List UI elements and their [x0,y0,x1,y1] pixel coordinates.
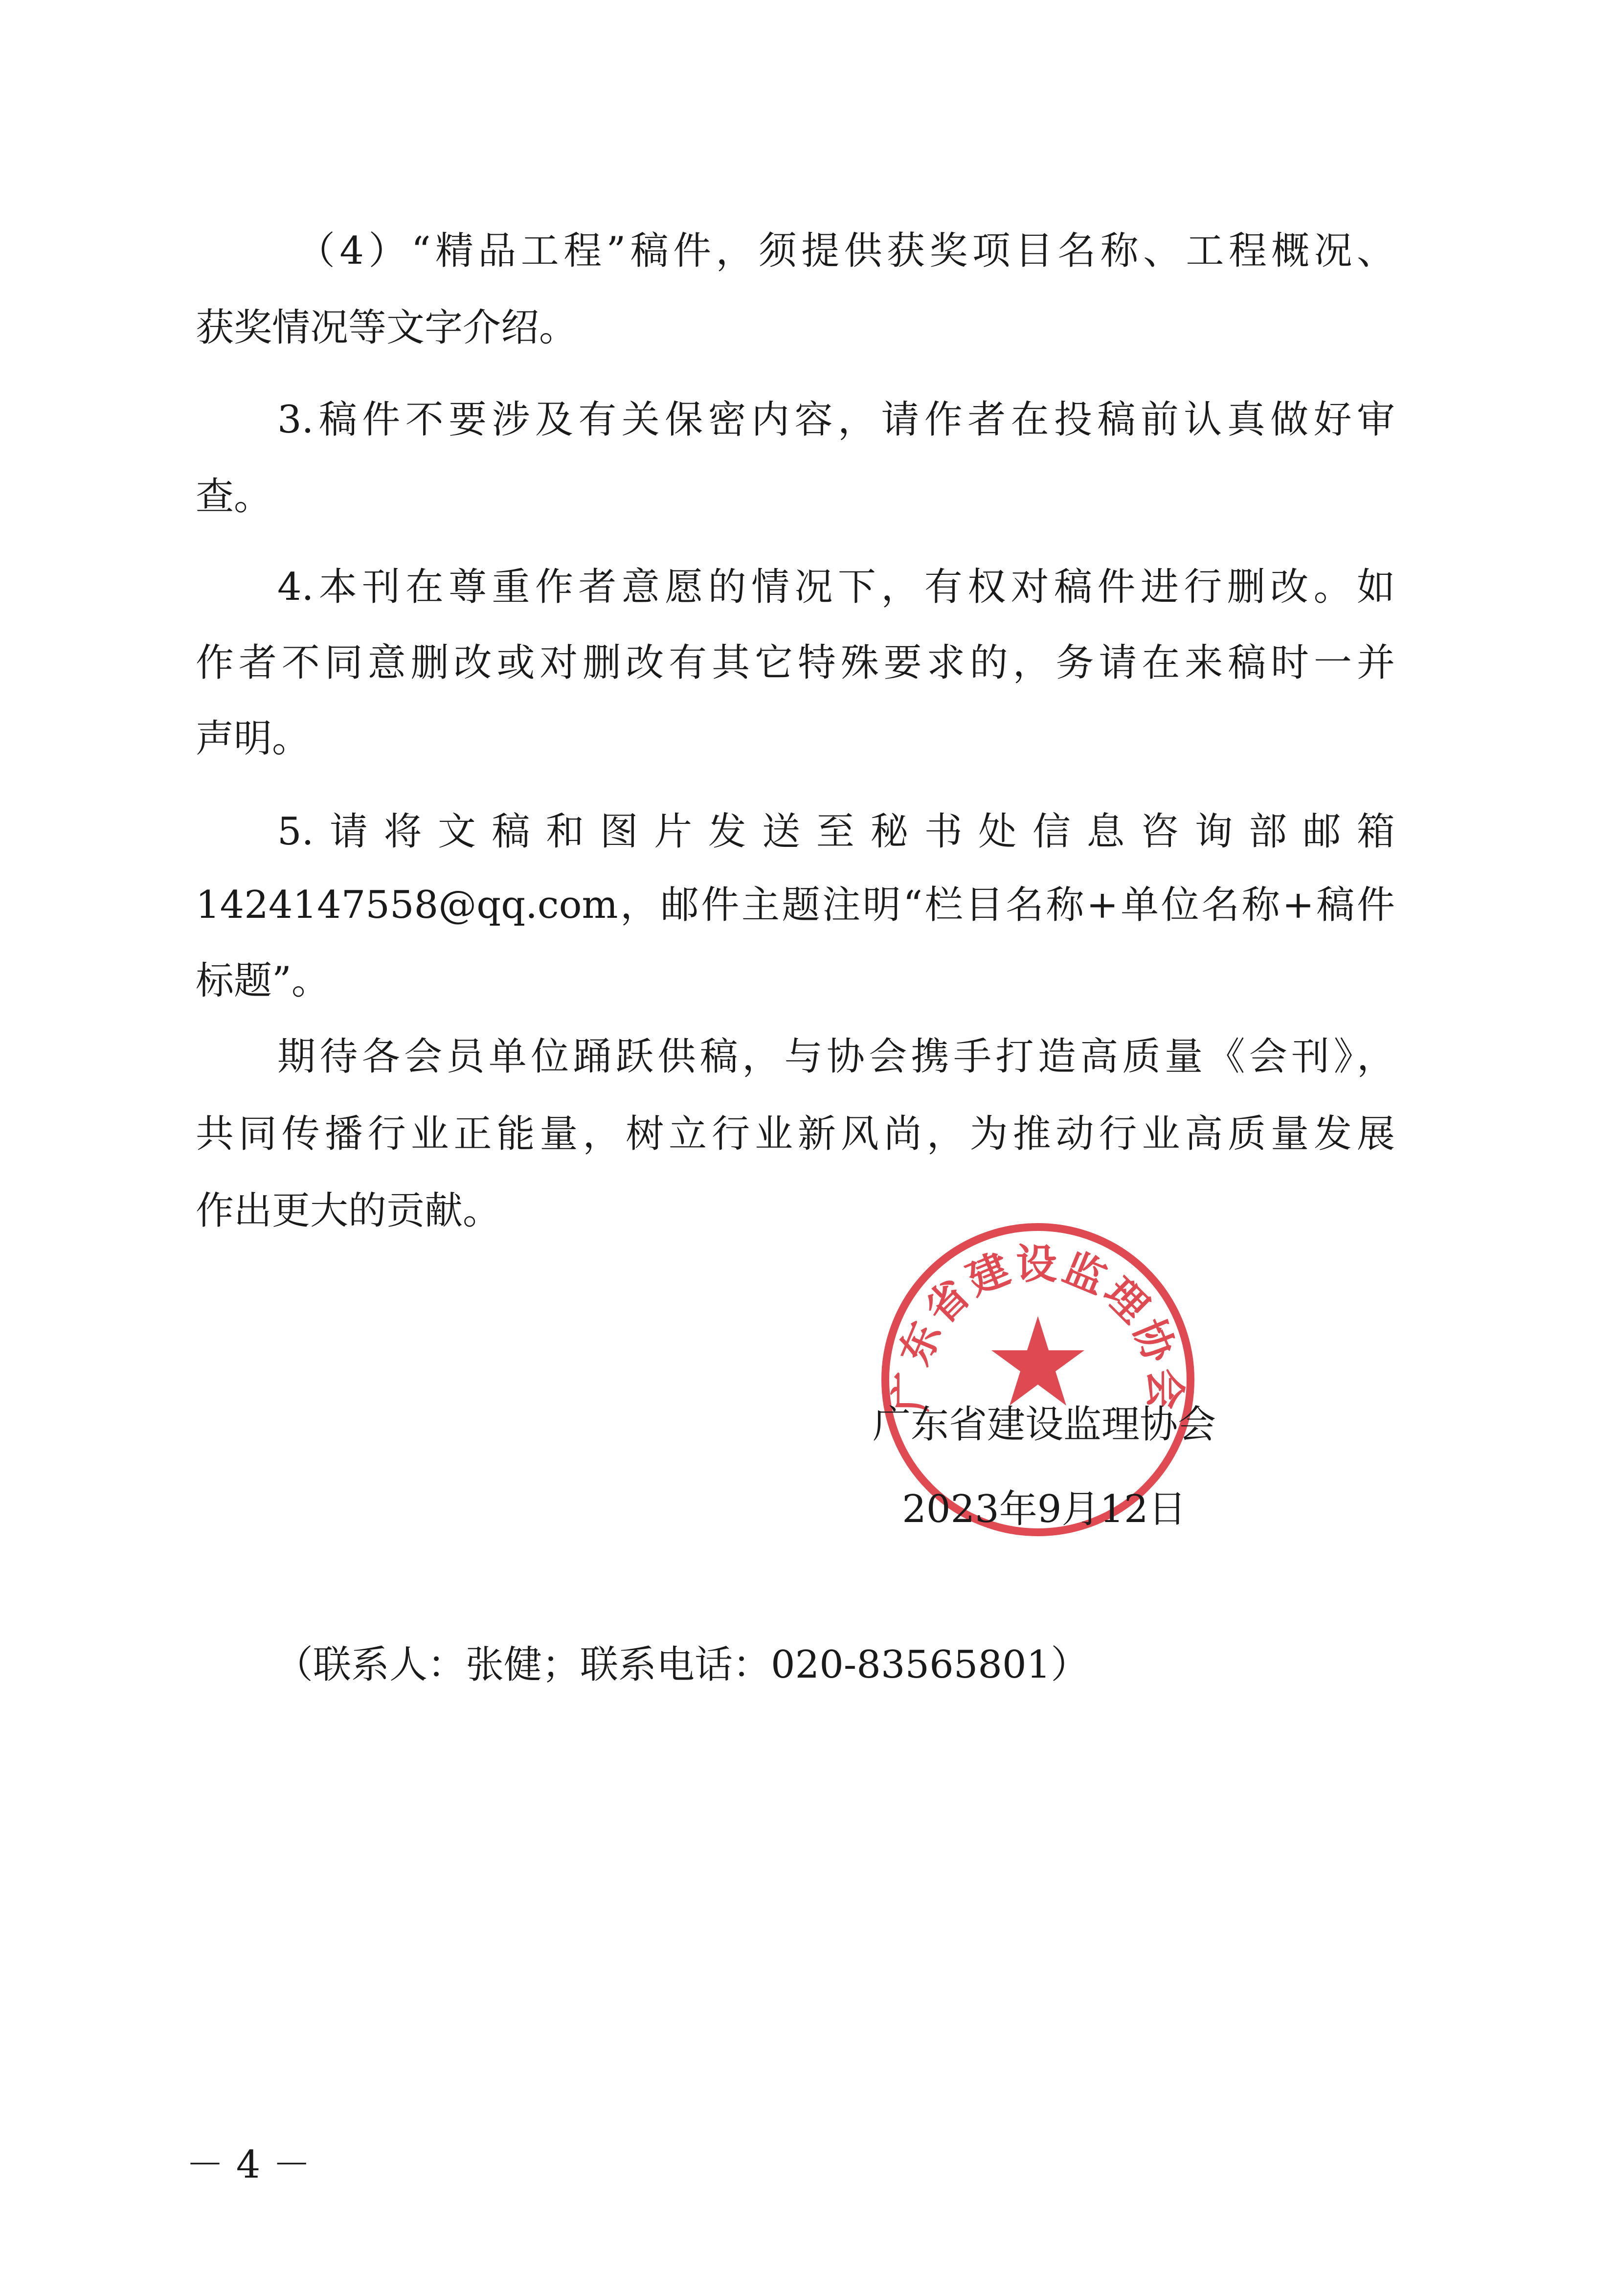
paragraph-line: 3.稿件不要涉及有关保密内容，请作者在投稿前认真做好审 [277,398,1395,442]
paragraph-line: 4.本刊在尊重作者意愿的情况下，有权对稿件进行删改。如 [277,565,1395,609]
paragraph-line-wrap [196,638,1395,687]
closing-paragraph [277,1032,1395,1081]
paragraph-line: 共同传播行业正能量，树立行业新风尚，为推动行业高质量发展 [196,1112,1395,1156]
signature-date: 2023年9月12日 [902,1487,1187,1531]
paragraph-item-4b [277,563,1395,612]
paragraph-item-5 [277,807,1395,856]
contact-info: （联系人：张健；联系电话：020-83565801） [275,1643,1089,1687]
page-number: － 4 － [186,2143,311,2187]
paragraph-line: 作出更大的贡献。 [196,1189,501,1233]
seal-star-icon [991,1316,1084,1406]
paragraph-line: （4）“精品工程”稿件，须提供获奖项目名称、工程概况、 [297,229,1395,273]
paragraph-line: 期待各会员单位踊跃供稿，与协会携手打造高质量《会刊》， [277,1035,1395,1079]
paragraph-line: 1424147558@qq.com，邮件主题注明“栏目名称+单位名称+稿件 [196,883,1395,927]
paragraph-line-wrap [196,1110,1395,1159]
paragraph-line-wrap [196,881,1395,930]
seal-arc-text: 广东省建设监理协会 [886,1239,1190,1413]
paragraph-line: 获奖情况等文字介绍。 [196,306,578,350]
signature-organization: 广东省建设监理协会 [872,1403,1216,1447]
paragraph-item-4 [297,227,1395,275]
paragraph-line: 5.请将文稿和图片发送至秘书处信息咨询部邮箱 [277,810,1395,854]
paragraph-item-3 [277,395,1395,444]
paragraph-line: 作者不同意删改或对删改有其它特殊要求的，务请在来稿时一并 [196,641,1395,685]
paragraph-line: 标题”。 [196,959,330,1003]
paragraph-line: 查。 [196,475,272,519]
paragraph-line: 声明。 [196,717,311,761]
